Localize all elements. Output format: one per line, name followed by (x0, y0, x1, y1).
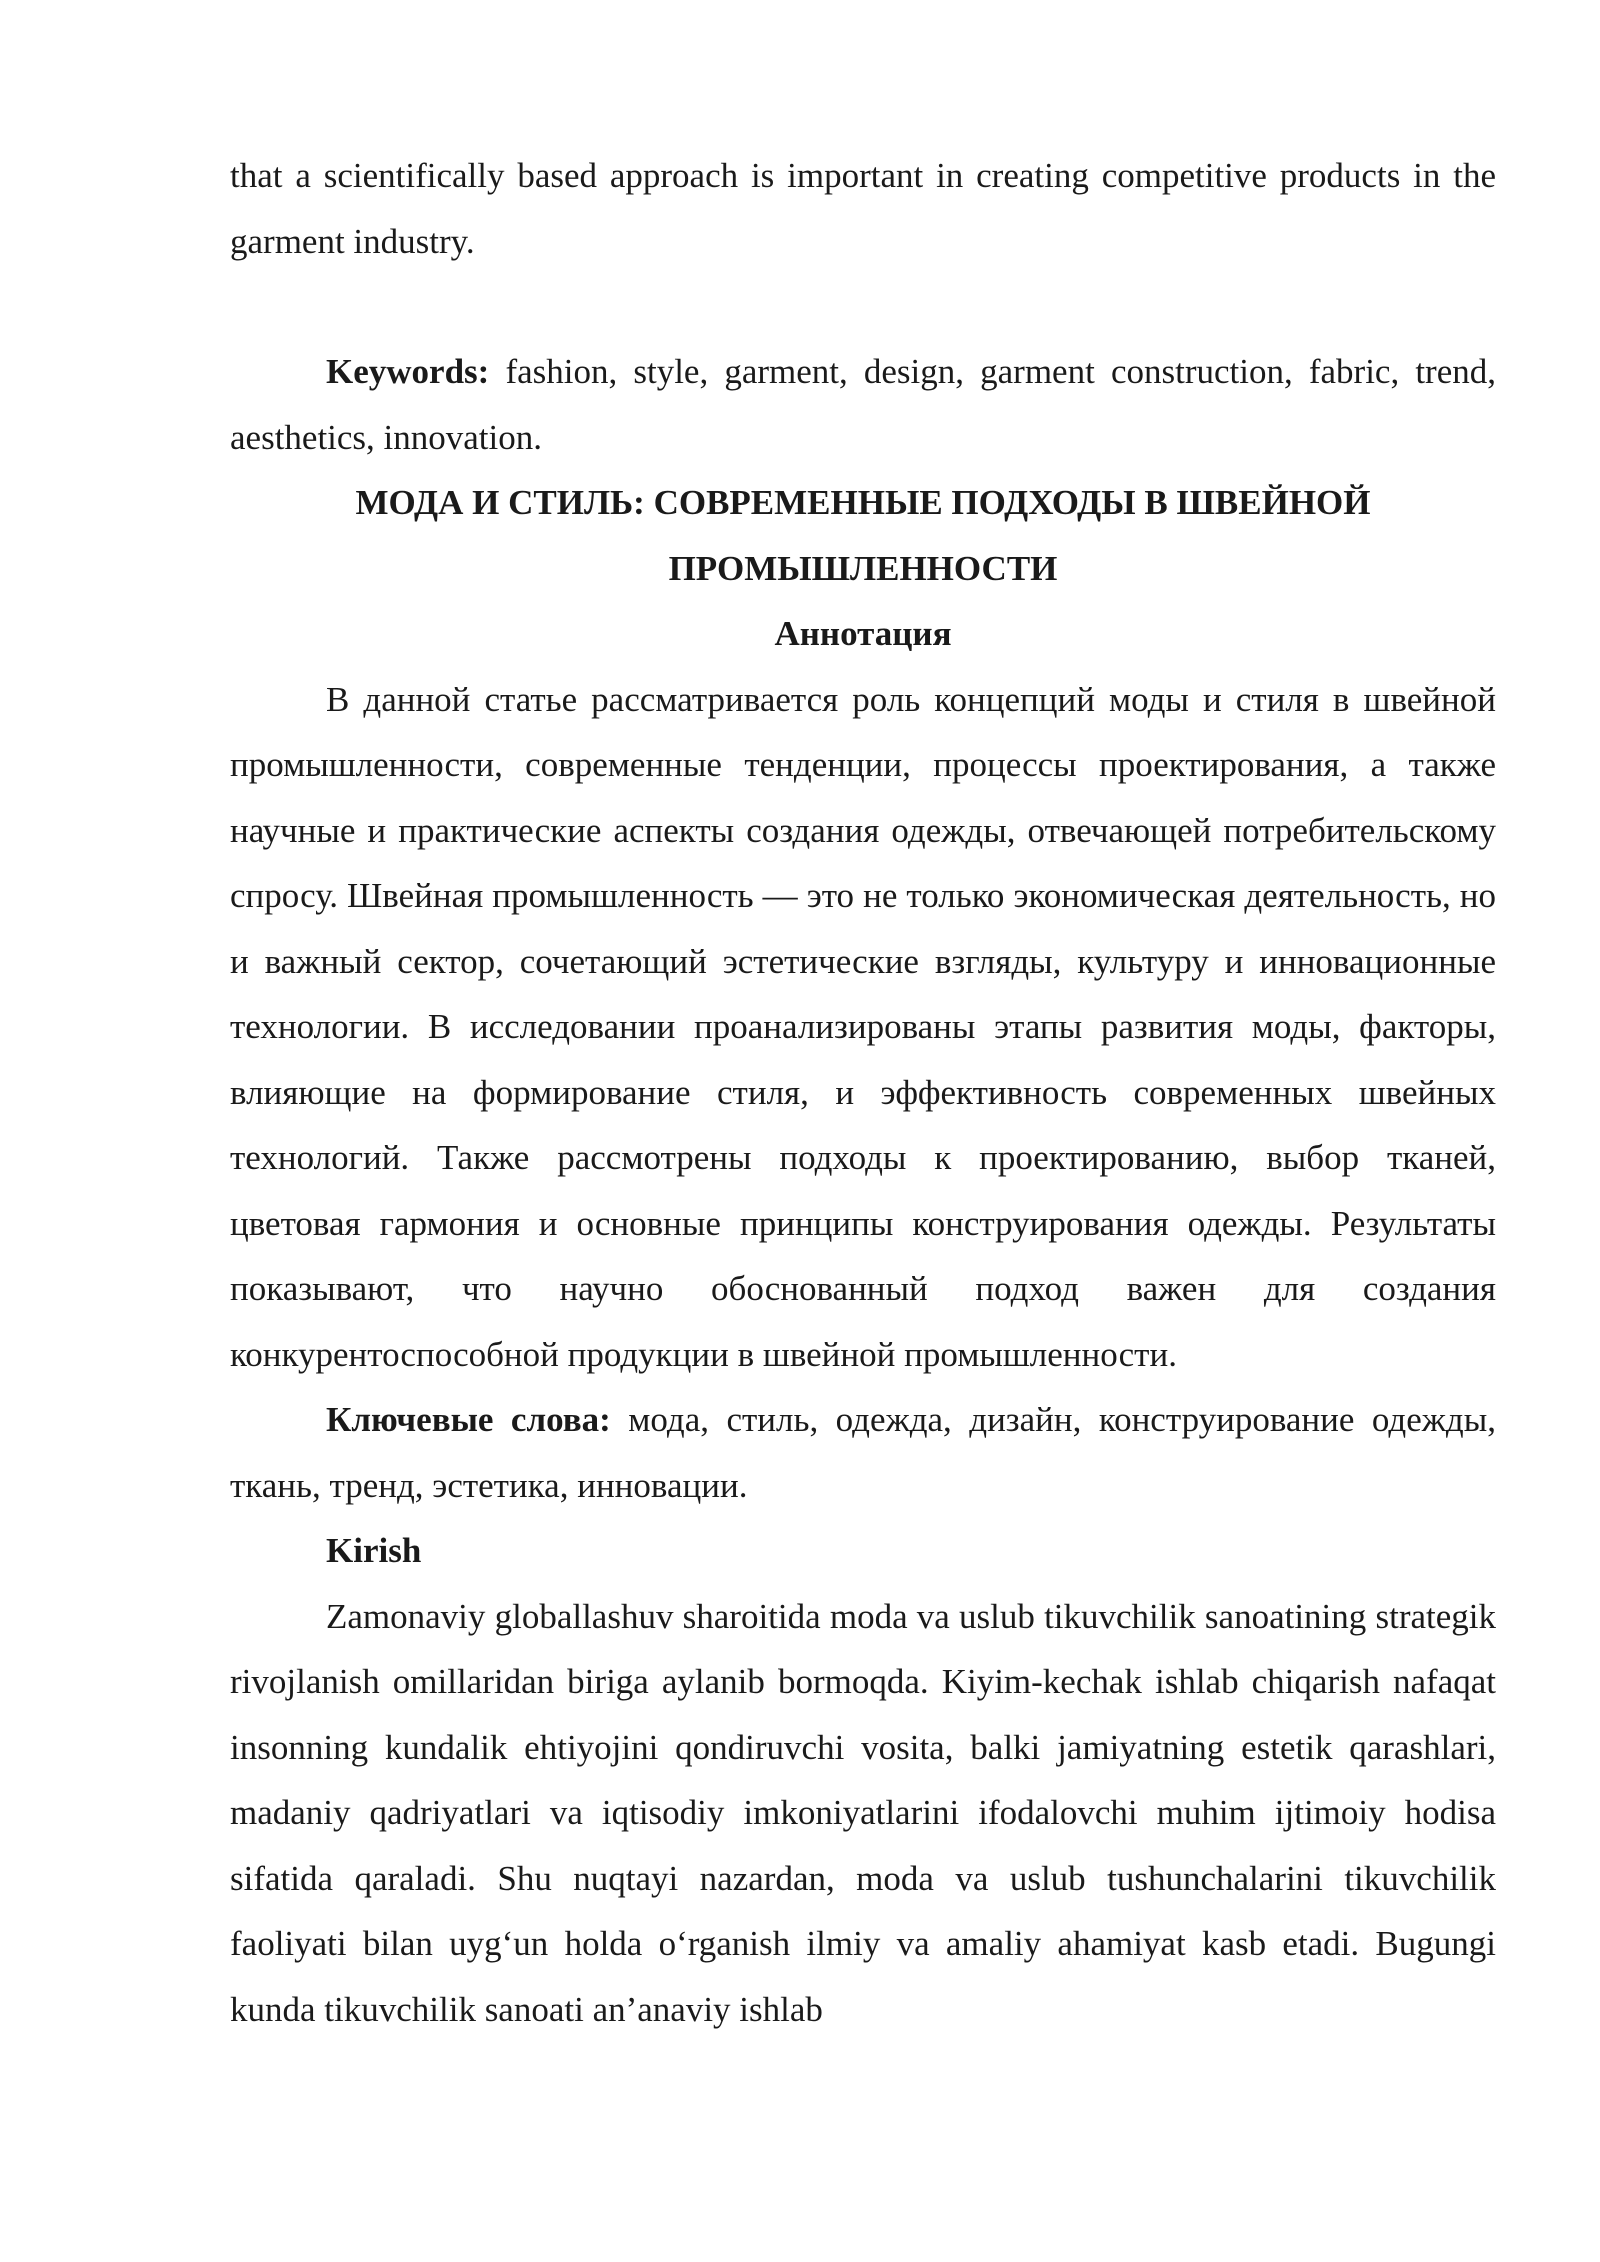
keywords-ru-text: мода, стиль, одежда, дизайн, конструирование одежды, ткань, тренд, эстетика, инновации. (230, 1400, 1496, 1505)
keywords-ru-label: Ключевые слова: (326, 1400, 611, 1439)
document-page (230, 143, 1496, 2042)
keywords-ru (230, 1387, 1496, 1518)
ru-title: МОДА И СТИЛЬ: СОВРЕМЕННЫЕ ПОДХОДЫ В ШВЕЙНОЙ ПРОМЫШЛЕННОСТИ (355, 483, 1371, 588)
intro-heading: Kirish (326, 1531, 422, 1570)
paragraph-gap (230, 274, 1496, 339)
intro-text: Zamonaviy globallashuv sharoitida moda va uslub tikuvchilik sanoatining strategik rivojlanish omillaridan biriga aylanib bormoqda. Kiyim-kechak ishlab chiqarish nafaqat insonning kundalik ehtiyojini qondiruvchi vosita, balki jamiyatning estetik qarashlari, madaniy qadriyatlari va iqtisodiy imkoniyatlarini ifodalovchi muhim ijtimoiy hodisa sifatida qaraladi. Shu nuqtayi nazardan, moda va uslub tushunchalarini tikuvchilik faoliyati bilan uyg‘un holda o‘rganish ilmiy va amaliy ahamiyat kasb etadi. Bugungi kunda tikuvchilik sanoati an’anaviy ishlab (230, 1596, 1496, 2029)
ru-annotation-text: В данной статье рассматривается роль концепций моды и стиля в швейной промышленности, современные тенденции, процессы проектирования, а также научные и практические аспекты создания одежды, отвечающей потребительскому спросу. Швейная промышленность — это не только экономическая деятельность, но и важный сектор, сочетающий эстетические взгляды, культуру и инновационные технологии. В исследовании проанализированы этапы развития моды, факторы, влияющие на формирование стиля, и эффективность современных швейных технологий. Также рассмотрены подходы к проектированию, выбор тканей, цветовая гармония и основные принципы конструирования одежды. Результаты показывают, что научно обоснованный подход важен для создания конкурентоспособной продукции в швейной промышленности. (230, 679, 1496, 1374)
keywords-en-label: Keywords: (326, 352, 490, 391)
keywords-en-text: fashion, style, garment, design, garment construction, fabric, trend, aesthetics, innovation. (230, 352, 1496, 457)
ru-annotation-heading: Аннотация (774, 614, 952, 653)
abstract-continuation: that a scientifically based approach is important in creating competitive products in the garment industry. (230, 156, 1496, 261)
keywords-en (230, 339, 1496, 470)
